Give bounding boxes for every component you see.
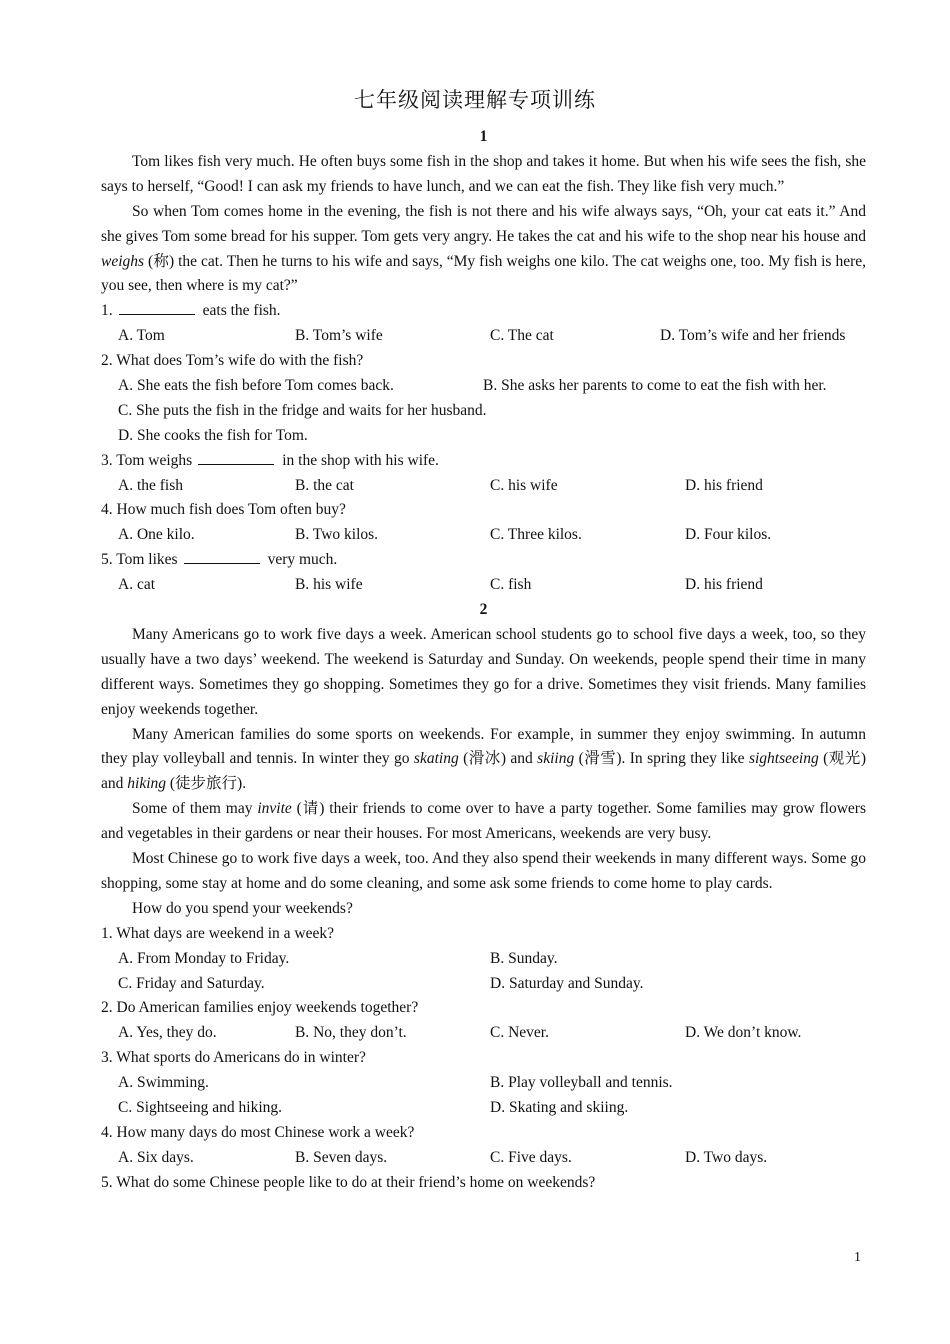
passage-1-number: 1 bbox=[479, 128, 488, 145]
answer-blank bbox=[184, 549, 260, 564]
p1-q3-options bbox=[101, 474, 866, 499]
p2-q3-options-row2 bbox=[101, 1096, 866, 1121]
p2-q2-options bbox=[101, 1021, 866, 1046]
p1-question-3: 3. Tom weighs in the shop with his wife. bbox=[101, 451, 439, 469]
p1-question-2: 2. What does Tom’s wife do with the fish? bbox=[101, 352, 364, 370]
passage-2-paragraph-3: Some of them may invite (请) their friends to come over to have a party together. Some families may grow flowers and vegetables in their gardens or near their houses. For most Americans, weekends are very busy. bbox=[101, 800, 866, 843]
p1-q2-options-row1 bbox=[101, 374, 866, 399]
option-b: B. Tom’s wife bbox=[295, 327, 383, 345]
passage-1-paragraph-1: Tom likes fish very much. He often buys some fish in the shop and takes it home. But when his wife sees the fish, she says to herself, “Good! I can ask my friends to have lunch, and we can eat the fish. They like fish very much.” bbox=[101, 152, 866, 195]
option-c: C. Friday and Saturday. bbox=[118, 974, 265, 992]
page-number: 1 bbox=[854, 1250, 861, 1265]
p1-q2-options-row2 bbox=[101, 399, 866, 424]
option-c: C. fish bbox=[490, 576, 532, 594]
option-c: C. She puts the fish in the fridge and waits for her husband. bbox=[118, 401, 487, 419]
option-d: D. Saturday and Sunday. bbox=[490, 974, 644, 992]
passage-2-paragraph-4: Most Chinese go to work five days a week, too. And they also spend their weekends in many different ways. Some go shopping, some stay at home and do some cleaning, and some ask some friends to come home to play cards. bbox=[101, 850, 866, 892]
passage-2-paragraph-5: How do you spend your weekends? bbox=[132, 899, 353, 917]
option-a: A. Six days. bbox=[118, 1148, 194, 1166]
option-a: A. Swimming. bbox=[118, 1074, 209, 1092]
option-a: A. cat bbox=[118, 576, 156, 594]
option-c: C. The cat bbox=[490, 327, 554, 345]
passage-2-paragraph-1: Many Americans go to work five days a week. American school students go to school five days a week, too, so they usually have a two days’ weekend. The weekend is Saturday and Sunday. On weekends, people spend their time in many different ways. Sometimes they go shopping. Sometimes they go for a drive. Sometimes they visit friends. Many families enjoy weekends together. bbox=[101, 625, 866, 718]
p2-question-2: 2. Do American families enjoy weekends together? bbox=[101, 999, 419, 1017]
option-a: A. the fish bbox=[118, 476, 184, 494]
p2-question-5: 5. What do some Chinese people like to do at their friend’s home on weekends? bbox=[101, 1173, 596, 1191]
p2-q4-options bbox=[101, 1146, 866, 1171]
option-b: B. Two kilos. bbox=[295, 526, 379, 544]
p2-question-4: 4. How many days do most Chinese work a week? bbox=[101, 1123, 415, 1141]
option-a: A. One kilo. bbox=[118, 526, 195, 544]
answer-blank bbox=[119, 300, 195, 315]
option-c: C. Never. bbox=[490, 1024, 549, 1042]
option-b: B. Seven days. bbox=[295, 1148, 388, 1166]
p1-question-4: 4. How much fish does Tom often buy? bbox=[101, 501, 346, 519]
answer-blank bbox=[198, 450, 274, 465]
passage-1-paragraph-2: So when Tom comes home in the evening, the fish is not there and his wife always says, “Oh, your cat eats it.” And she gives Tom some bread for his supper. Tom gets very angry. He takes the cat and his wife to the shop near his house and weighs (称) the cat. Then he turns to his wife and says, “My fish weighs one kilo. The cat weighs one, too. My fish is here, you see, then where is my cat?” bbox=[101, 202, 866, 295]
option-a: A. She eats the fish before Tom comes back. bbox=[118, 377, 394, 394]
option-d: D. We don’t know. bbox=[685, 1024, 802, 1042]
option-c: C. Five days. bbox=[490, 1148, 572, 1166]
option-a: A. From Monday to Friday. bbox=[118, 949, 290, 967]
p1-q1-options bbox=[101, 324, 866, 349]
option-d: D. Skating and skiing. bbox=[490, 1099, 629, 1117]
option-d: D. his friend bbox=[685, 476, 763, 494]
page-title: 七年级阅读理解专项训练 bbox=[354, 88, 596, 112]
p1-q4-options bbox=[101, 523, 866, 548]
p1-q5-options bbox=[101, 573, 866, 598]
p1-question-5: 5. Tom likes very much. bbox=[101, 551, 338, 569]
p2-question-1: 1. What days are weekend in a week? bbox=[101, 924, 334, 942]
document-body bbox=[101, 125, 866, 1196]
option-a: A. Yes, they do. bbox=[118, 1024, 217, 1042]
option-c: C. Sightseeing and hiking. bbox=[118, 1099, 283, 1117]
p1-question-1: 1. eats the fish. bbox=[101, 302, 281, 320]
p1-q2-options-row3 bbox=[101, 424, 866, 449]
option-d: D. his friend bbox=[685, 576, 763, 594]
p2-question-3: 3. What sports do Americans do in winter? bbox=[101, 1049, 366, 1067]
p2-q1-options-row1 bbox=[101, 947, 866, 972]
option-b: B. his wife bbox=[295, 576, 363, 594]
option-d: D. Four kilos. bbox=[685, 526, 772, 544]
option-d: D. Tom’s wife and her friends bbox=[660, 327, 846, 345]
option-d: D. Two days. bbox=[685, 1148, 768, 1166]
option-c: C. Three kilos. bbox=[490, 526, 582, 544]
option-b: B. the cat bbox=[295, 476, 354, 494]
option-b: B. Sunday. bbox=[490, 949, 558, 967]
option-b: B. No, they don’t. bbox=[295, 1024, 407, 1042]
option-b: B. Play volleyball and tennis. bbox=[490, 1074, 673, 1092]
option-b: B. She asks her parents to come to eat the fish with her. bbox=[483, 377, 827, 394]
option-a: A. Tom bbox=[118, 327, 165, 345]
p2-q3-options-row1 bbox=[101, 1071, 866, 1096]
passage-2-paragraph-2: Many American families do some sports on weekends. For example, in summer they enjoy swimming. In autumn they play volleyball and tennis. In winter they go skating (滑冰) and skiing (滑雪). In spring they like sightseeing (观光) and hiking (徒步旅行). bbox=[101, 725, 866, 793]
passage-2-number: 2 bbox=[479, 601, 488, 619]
option-d: D. She cooks the fish for Tom. bbox=[118, 426, 308, 444]
p2-q1-options-row2 bbox=[101, 972, 866, 997]
option-c: C. his wife bbox=[490, 476, 558, 494]
